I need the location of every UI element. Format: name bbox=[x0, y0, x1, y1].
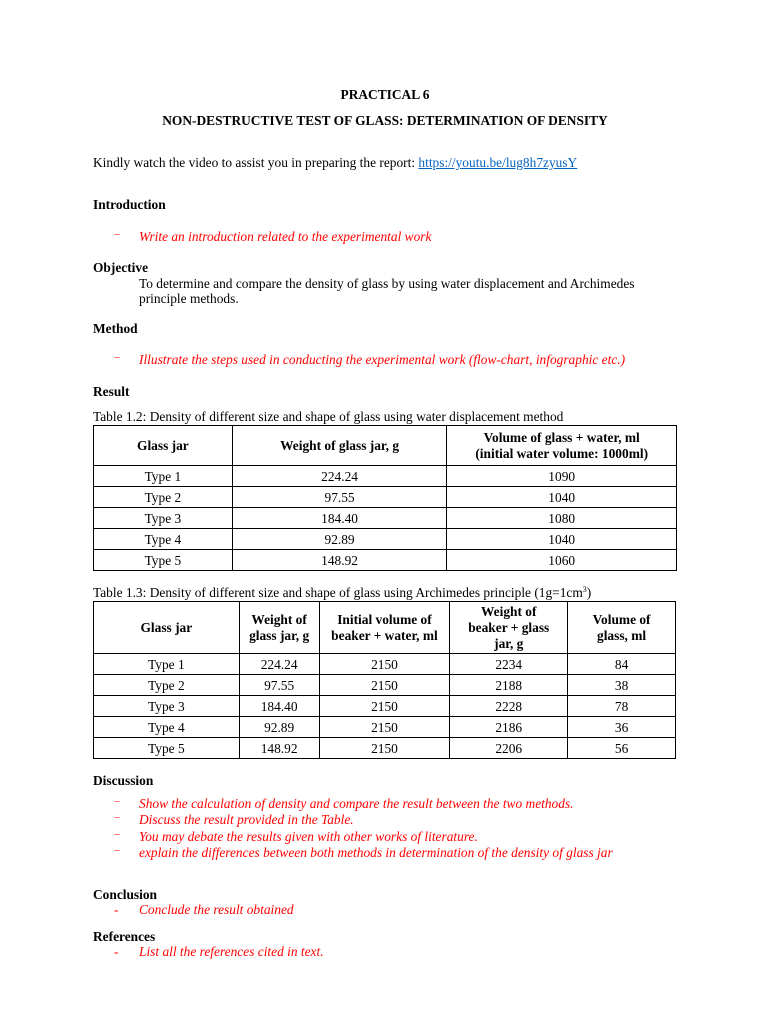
col-header-volume-line2: (initial water volume: 1000ml) bbox=[475, 445, 649, 461]
table2-caption-end: ) bbox=[586, 585, 592, 600]
bullet-marker: − bbox=[114, 352, 121, 364]
table-cell: Type 4 bbox=[94, 529, 233, 550]
table-header-row bbox=[94, 426, 677, 466]
table-cell: 224.24 bbox=[232, 466, 447, 487]
header-line: beaker + glass bbox=[468, 619, 550, 635]
col-header-volume bbox=[447, 426, 677, 466]
table-cell: 148.92 bbox=[239, 738, 319, 759]
col-header-initial-volume bbox=[319, 602, 450, 654]
bullet-marker: − bbox=[114, 796, 121, 808]
table2-caption bbox=[93, 585, 591, 601]
bullet-marker: − bbox=[114, 812, 121, 824]
references-heading: References bbox=[93, 929, 156, 944]
bullet-marker: - bbox=[114, 944, 119, 959]
video-instruction-text: Kindly watch the video to assist you in preparing the report: bbox=[93, 155, 419, 170]
objective-heading: Objective bbox=[93, 260, 149, 275]
table-cell: Type 2 bbox=[94, 487, 233, 508]
method-heading: Method bbox=[93, 321, 138, 336]
table-cell: 78 bbox=[568, 696, 676, 717]
table-cell: 1040 bbox=[447, 487, 677, 508]
table-cell: 2206 bbox=[450, 738, 568, 759]
conclusion-instruction: Conclude the result obtained bbox=[139, 902, 294, 917]
table-row bbox=[94, 738, 676, 759]
table-cell: 224.24 bbox=[239, 654, 319, 675]
table-cell: 1090 bbox=[447, 466, 677, 487]
header-line: glass jar, g bbox=[249, 627, 310, 643]
table-cell: 1060 bbox=[447, 550, 677, 571]
table-cell: 2150 bbox=[319, 654, 450, 675]
table-cell: 2150 bbox=[319, 696, 450, 717]
discussion-instruction: Show the calculation of density and compare the result between the two methods. bbox=[139, 796, 574, 811]
table-archimedes bbox=[93, 601, 676, 759]
table-cell: 97.55 bbox=[239, 675, 319, 696]
table-cell: 92.89 bbox=[232, 529, 447, 550]
table-cell: 2234 bbox=[450, 654, 568, 675]
table-row bbox=[94, 696, 676, 717]
header-line: Initial volume of bbox=[337, 611, 432, 627]
table-cell: 2150 bbox=[319, 738, 450, 759]
header-line: glass, ml bbox=[597, 627, 647, 643]
discussion-heading: Discussion bbox=[93, 773, 154, 788]
discussion-instruction: explain the differences between both methods in determination of the density of glass jar bbox=[139, 845, 613, 860]
header-line: jar, g bbox=[494, 635, 524, 651]
table2-caption-text: Table 1.3: Density of different size and shape of glass using Archimedes principle (1g=1cm bbox=[93, 585, 583, 600]
result-heading: Result bbox=[93, 384, 130, 399]
table-water-displacement bbox=[93, 425, 677, 571]
table-cell: 1040 bbox=[447, 529, 677, 550]
table-cell: 2188 bbox=[450, 675, 568, 696]
table-cell: 2150 bbox=[319, 675, 450, 696]
table-cell: 2228 bbox=[450, 696, 568, 717]
page-subtitle: NON-DESTRUCTIVE TEST OF GLASS: DETERMINATION OF DENSITY bbox=[162, 113, 608, 128]
bullet-marker: - bbox=[114, 902, 119, 917]
table-cell: Type 4 bbox=[94, 717, 240, 738]
col-header-glass-jar: Glass jar bbox=[94, 426, 233, 466]
table-cell: Type 3 bbox=[94, 696, 240, 717]
table-row bbox=[94, 466, 677, 487]
page-title: PRACTICAL 6 bbox=[340, 87, 430, 102]
bullet-marker: − bbox=[114, 229, 121, 241]
table-cell: 38 bbox=[568, 675, 676, 696]
objective-text-line1: To determine and compare the density of glass by using water displacement and Archimedes bbox=[139, 276, 635, 291]
references-instruction: List all the references cited in text. bbox=[139, 944, 324, 959]
discussion-instruction: Discuss the result provided in the Table. bbox=[139, 812, 354, 827]
introduction-heading: Introduction bbox=[93, 197, 166, 212]
discussion-instruction: You may debate the results given with other works of literature. bbox=[139, 829, 478, 844]
video-instruction bbox=[93, 155, 577, 171]
table-cell: 36 bbox=[568, 717, 676, 738]
col-header-volume-line1: Volume of glass + water, ml bbox=[483, 429, 640, 445]
conclusion-heading: Conclusion bbox=[93, 887, 157, 902]
video-link[interactable]: https://youtu.be/lug8h7zyusY bbox=[418, 155, 578, 170]
bullet-marker: − bbox=[114, 829, 121, 841]
table-cell: Type 3 bbox=[94, 508, 233, 529]
table-cell: Type 5 bbox=[94, 550, 233, 571]
table-cell: 56 bbox=[568, 738, 676, 759]
table-cell: Type 5 bbox=[94, 738, 240, 759]
table-row bbox=[94, 550, 677, 571]
method-instruction: Illustrate the steps used in conducting the experimental work (flow-chart, infographic etc.) bbox=[139, 352, 626, 367]
table-row bbox=[94, 487, 677, 508]
table-cell: Type 1 bbox=[94, 654, 240, 675]
table-row bbox=[94, 675, 676, 696]
table-cell: 184.40 bbox=[232, 508, 447, 529]
col-header-weight bbox=[239, 602, 319, 654]
header-line: beaker + water, ml bbox=[331, 627, 438, 643]
col-header-weight: Weight of glass jar, g bbox=[232, 426, 447, 466]
table-cell: 184.40 bbox=[239, 696, 319, 717]
header-line: Weight of bbox=[251, 611, 307, 627]
header-line: Volume of bbox=[592, 611, 651, 627]
table-cell: 97.55 bbox=[232, 487, 447, 508]
table1-caption: Table 1.2: Density of different size and shape of glass using water displacement method bbox=[93, 409, 564, 424]
bullet-marker: − bbox=[114, 845, 121, 857]
col-header-weight-beaker bbox=[450, 602, 568, 654]
header-line: Weight of bbox=[481, 603, 537, 619]
table2-caption-superscript: 3 bbox=[582, 585, 587, 594]
table-row bbox=[94, 508, 677, 529]
table-cell: 148.92 bbox=[232, 550, 447, 571]
table-header-row bbox=[94, 602, 676, 654]
table-row bbox=[94, 529, 677, 550]
table-row bbox=[94, 717, 676, 738]
objective-text-line2: principle methods. bbox=[139, 291, 239, 306]
table-cell: 2186 bbox=[450, 717, 568, 738]
table-cell: 2150 bbox=[319, 717, 450, 738]
col-header-volume-glass bbox=[568, 602, 676, 654]
table-cell: Type 1 bbox=[94, 466, 233, 487]
introduction-instruction: Write an introduction related to the experimental work bbox=[139, 229, 432, 244]
table-cell: 92.89 bbox=[239, 717, 319, 738]
table-row bbox=[94, 654, 676, 675]
col-header-glass-jar: Glass jar bbox=[94, 602, 240, 654]
table-cell: 84 bbox=[568, 654, 676, 675]
table-cell: Type 2 bbox=[94, 675, 240, 696]
table-cell: 1080 bbox=[447, 508, 677, 529]
